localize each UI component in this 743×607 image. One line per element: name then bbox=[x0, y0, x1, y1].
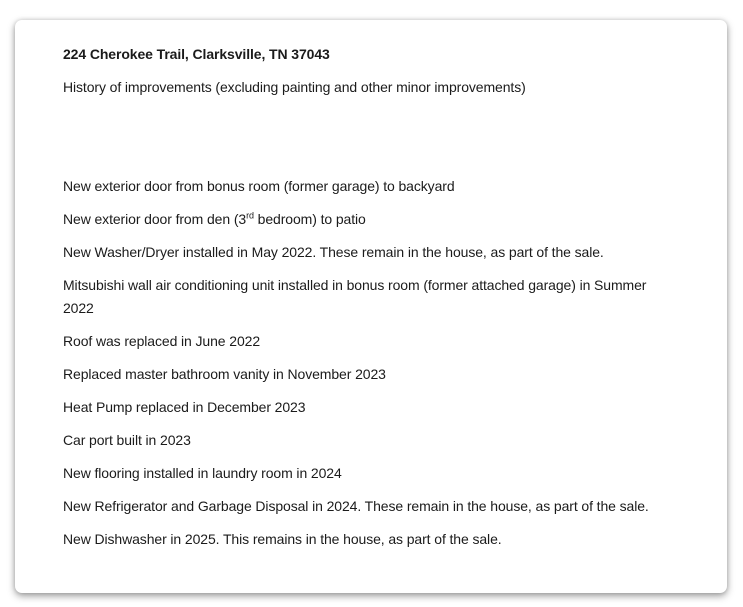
paragraph-list bbox=[63, 175, 675, 551]
paragraph: Mitsubishi wall air conditioning unit installed in bonus room (former attached garage) in Summer 2022 bbox=[63, 277, 647, 316]
superscript-ordinal: rd bbox=[246, 210, 254, 221]
paragraph: New Refrigerator and Garbage Disposal in 2024. These remain in the house, as part of the sale. bbox=[63, 498, 649, 514]
document-content bbox=[15, 20, 727, 551]
paragraph: Roof was replaced in June 2022 bbox=[63, 333, 261, 349]
paragraph: New exterior door from den (3rd bedroom) to patio bbox=[63, 210, 366, 227]
address-title: 224 Cherokee Trail, Clarksville, TN 37043 bbox=[63, 46, 330, 62]
paragraph: New flooring installed in laundry room in 2024 bbox=[63, 465, 342, 481]
paragraph: Replaced master bathroom vanity in November 2023 bbox=[63, 366, 386, 382]
blank-space bbox=[63, 109, 675, 175]
paragraph: New Dishwasher in 2025. This remains in the house, as part of the sale. bbox=[63, 531, 502, 547]
paragraph: Heat Pump replaced in December 2023 bbox=[63, 399, 306, 415]
paragraph: New Washer/Dryer installed in May 2022. These remain in the house, as part of the sale. bbox=[63, 244, 604, 260]
paragraph: Car port built in 2023 bbox=[63, 432, 191, 448]
document-page bbox=[15, 20, 727, 593]
paragraph: New exterior door from bonus room (former garage) to backyard bbox=[63, 178, 455, 194]
document-subtitle: History of improvements (excluding painting and other minor improvements) bbox=[63, 79, 526, 95]
